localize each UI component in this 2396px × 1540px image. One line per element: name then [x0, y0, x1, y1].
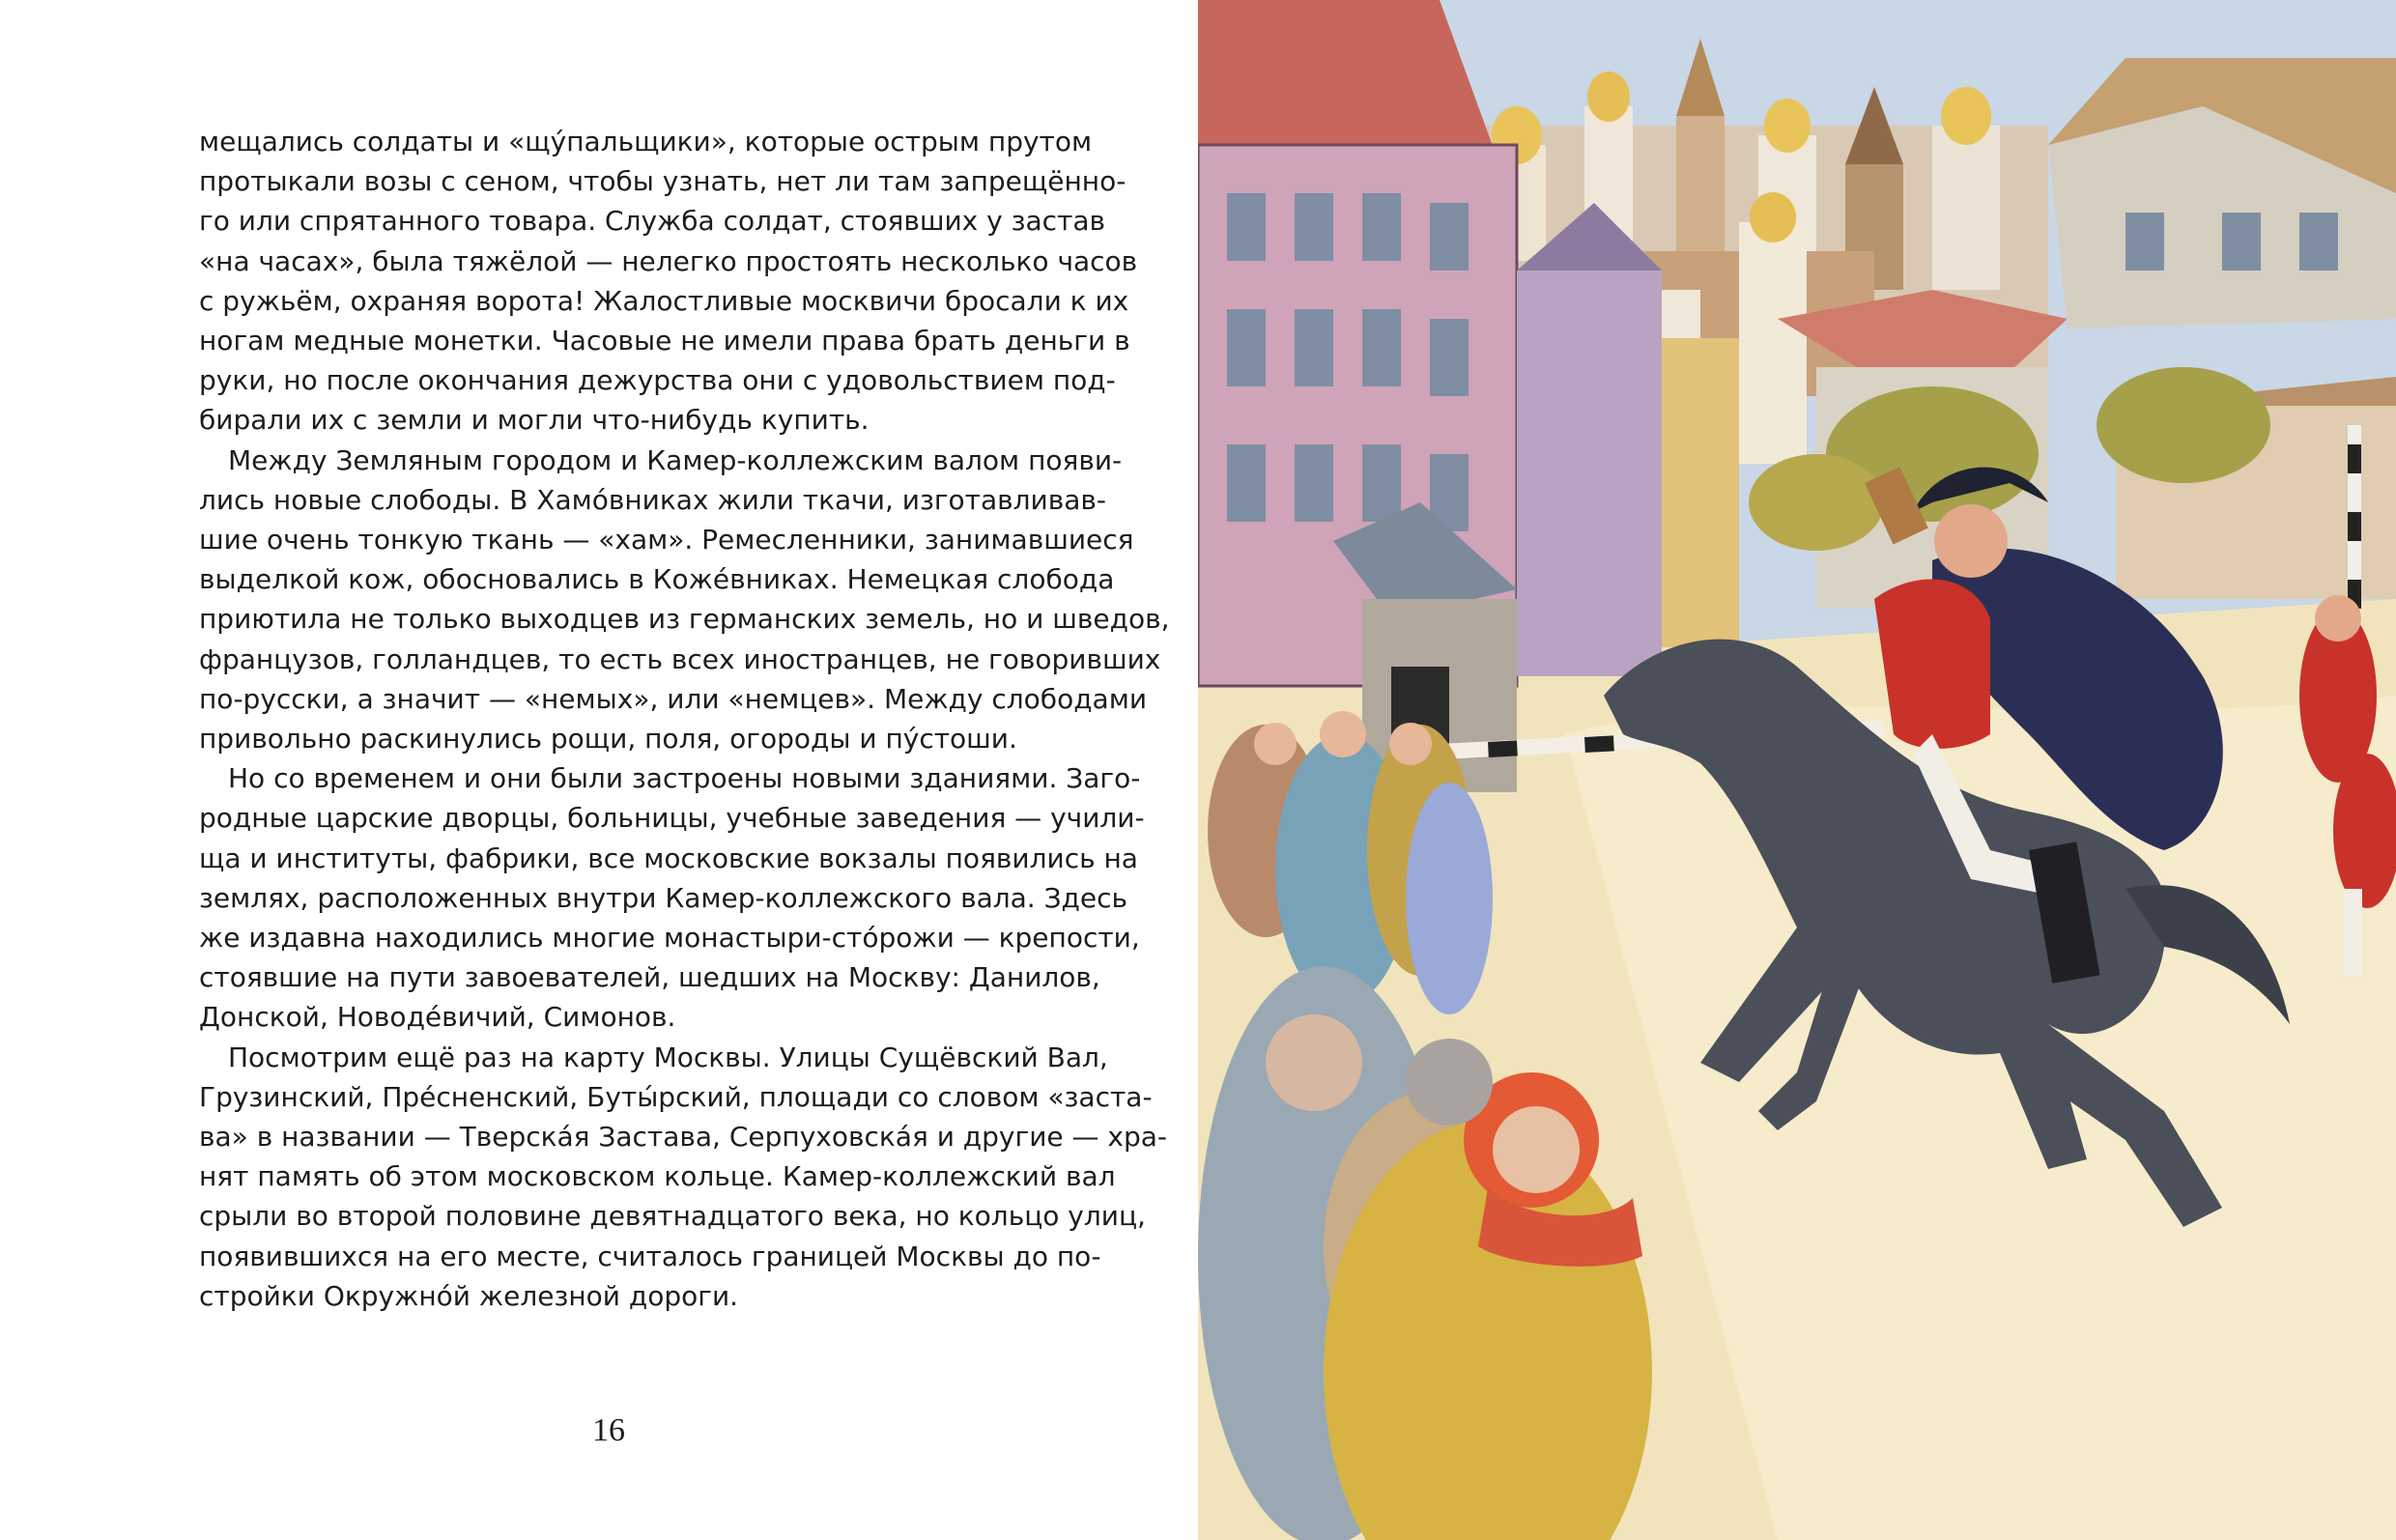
text-line: го или спрятанного товара. Служба солдат, стоявших у застав	[199, 205, 1106, 238]
text-line: Между Земляным городом и Камер-коллежским валом появи-	[228, 443, 1123, 476]
text-line: Но со временем и они были застроены новыми зданиями. Заго-	[228, 762, 1141, 795]
body-text	[199, 122, 1170, 1316]
text-line: нят память об этом московском кольце. Камер-коллежский вал	[199, 1160, 1116, 1193]
text-line: землях, расположенных внутри Камер-коллежского вала. Здесь	[199, 881, 1128, 914]
text-line: привольно раскинулись рощи, поля, огороды и пу́стоши.	[199, 723, 1017, 756]
text-line: Посмотрим ещё раз на карту Москвы. Улицы Сущёвский Вал,	[228, 1041, 1108, 1073]
text-line: стоявшие на пути завоевателей, шедших на Москву: Данилов,	[199, 961, 1100, 994]
text-line: приютила не только выходцев из германских земель, но и шведов,	[199, 603, 1170, 636]
text-line: же издавна находились многие монастыри-сто́рожи — крепости,	[199, 922, 1140, 955]
text-line: родные царские дворцы, больницы, учебные заведения — учили-	[199, 802, 1145, 835]
page-number: 16	[592, 1412, 625, 1448]
text-line: срыли во второй половине девятнадцатого века, но кольцо улиц,	[199, 1200, 1146, 1233]
text-line: бирали их с земли и могли что-нибудь купить.	[199, 404, 870, 437]
text-line: по-русски, а значит — «немых», или «немцев». Между слободами	[199, 682, 1148, 715]
text-line: Грузинский, Пре́сненский, Буты́рский, площади со словом «заста-	[199, 1080, 1153, 1113]
text-line: с ружьём, охраняя ворота! Жалостливые москвичи бросали к их	[199, 284, 1129, 317]
text-line: мещались солдаты и «щу́пальщики», которые острым прутом	[199, 126, 1093, 157]
text-line: выделкой кож, обосновались в Коже́вниках. Немецкая слобода	[199, 563, 1115, 596]
text-line: «на часах», была тяжёлой — нелегко простоять несколько часов	[199, 244, 1138, 277]
text-line: Донской, Новоде́вичий, Симонов.	[199, 1001, 676, 1034]
text-line: появившихся на его месте, считалось границей Москвы до по-	[199, 1240, 1101, 1272]
text-line: стройки Окружно́й железной дороги.	[199, 1279, 739, 1312]
text-line: ща и институты, фабрики, все московские вокзалы появились на	[199, 841, 1138, 874]
text-line: ва» в названии — Тверска́я Застава, Серпуховска́я и другие — хра-	[199, 1121, 1168, 1154]
text-line: руки, но после окончания дежурства они с удовольствием под-	[199, 364, 1116, 397]
illustration	[1198, 0, 2396, 1540]
text-line: протыкали возы с сеном, чтобы узнать, нет ли там запрещённо-	[199, 165, 1127, 198]
text-line: французов, голландцев, то есть всех иностранцев, не говоривших	[199, 642, 1161, 675]
text-line: шие очень тонкую ткань — «хам». Ремесленники, занимавшиеся	[199, 524, 1134, 556]
text-line: ногам медные монетки. Часовые не имели права брать деньги в	[199, 325, 1130, 357]
text-line: лись новые слободы. В Хамо́вниках жили ткачи, изготавливав-	[199, 483, 1106, 516]
